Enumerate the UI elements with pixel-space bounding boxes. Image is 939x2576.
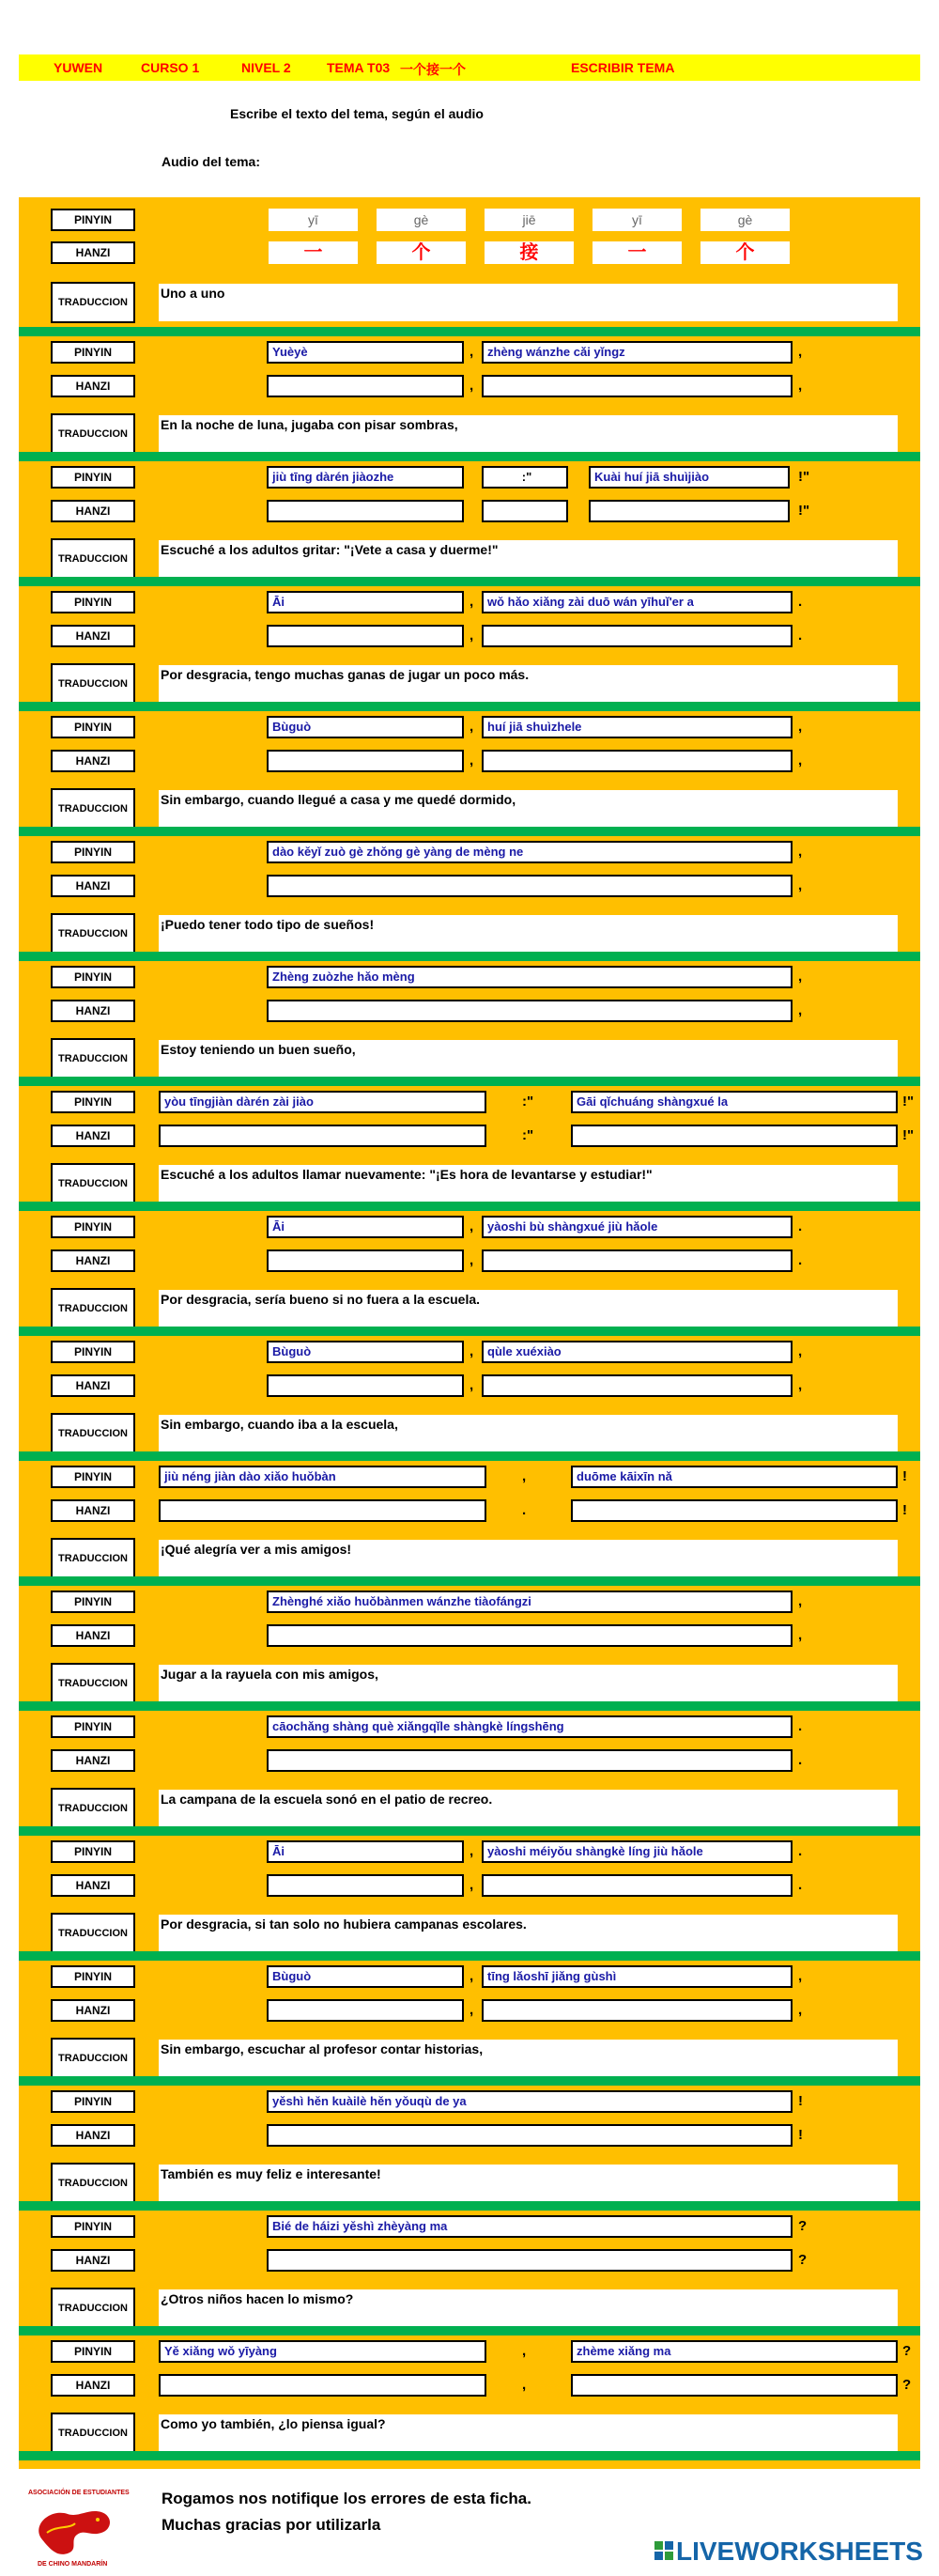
end-punctuation: !" bbox=[798, 503, 810, 519]
traduccion-label: TRADUCCION bbox=[51, 538, 135, 580]
translation-text: ¿Otros niños hacen lo mismo? bbox=[159, 2289, 898, 2327]
pinyin-answer-field[interactable]: cāochǎng shàng què xiǎngqǐle shàngkè língshēng bbox=[267, 1715, 793, 1738]
pinyin-label: PINYIN bbox=[51, 341, 135, 364]
traduccion-label: TRADUCCION bbox=[51, 1288, 135, 1329]
pinyin-answer-field[interactable]: Bùguò bbox=[267, 1965, 464, 1988]
pinyin-answer-field[interactable]: qùle xuéxiào bbox=[482, 1341, 793, 1363]
worksheet-area bbox=[19, 197, 920, 2469]
header-mode: ESCRIBIR TEMA bbox=[571, 60, 675, 75]
pinyin-label: PINYIN bbox=[51, 591, 135, 613]
hanzi-label: HANZI bbox=[51, 1125, 135, 1147]
instructions-text: Escribe el texto del tema, según el audio bbox=[230, 106, 484, 121]
middle-punctuation: , bbox=[522, 1468, 527, 1484]
separator-band bbox=[19, 2076, 920, 2086]
middle-punctuation: , bbox=[470, 628, 474, 644]
title-hanzi-character: 一 bbox=[269, 241, 358, 264]
title-pinyin-syllable: gè bbox=[377, 209, 466, 231]
separator-band bbox=[19, 452, 920, 461]
separator-band bbox=[19, 1077, 920, 1086]
hanzi-label: HANZI bbox=[51, 2249, 135, 2272]
end-punctuation: , bbox=[798, 969, 803, 985]
hanzi-answer-field[interactable] bbox=[267, 2124, 793, 2147]
end-punctuation: , bbox=[798, 1343, 803, 1359]
hanzi-answer-field[interactable] bbox=[267, 1624, 793, 1647]
pinyin-answer-field[interactable]: Bùguò bbox=[267, 1341, 464, 1363]
end-punctuation: , bbox=[798, 1968, 803, 1984]
traduccion-label: TRADUCCION bbox=[51, 1788, 135, 1829]
middle-punctuation: , bbox=[470, 1877, 474, 1893]
translation-text: Sin embargo, escuchar al profesor contar historias, bbox=[159, 2040, 898, 2077]
pinyin-answer-field[interactable]: Bié de háizi yěshì zhèyàng ma bbox=[267, 2215, 793, 2238]
middle-punctuation: :" bbox=[522, 1127, 534, 1143]
translation-text: Jugar a la rayuela con mis amigos, bbox=[159, 1665, 898, 1702]
header-yuwen: YUWEN bbox=[54, 60, 103, 75]
pinyin-label: PINYIN bbox=[51, 1091, 135, 1113]
footer-thanks: Muchas gracias por utilizarla bbox=[162, 2516, 381, 2534]
title-hanzi-character: 个 bbox=[377, 241, 466, 264]
pinyin-label: PINYIN bbox=[51, 1341, 135, 1363]
pinyin-punctuation-field[interactable]: :" bbox=[482, 466, 568, 489]
hanzi-answer-field[interactable] bbox=[267, 1999, 464, 2022]
hanzi-answer-field[interactable] bbox=[267, 1374, 464, 1397]
translation-text: Sin embargo, cuando iba a la escuela, bbox=[159, 1415, 898, 1452]
hanzi-answer-field[interactable] bbox=[571, 1125, 898, 1147]
title-pinyin-syllable: jiē bbox=[485, 209, 574, 231]
traduccion-label: TRADUCCION bbox=[51, 1413, 135, 1454]
pinyin-answer-field[interactable]: wǒ hǎo xiǎng zài duō wán yīhuǐ'er a bbox=[482, 591, 793, 613]
hanzi-answer-field[interactable] bbox=[267, 1874, 464, 1897]
translation-text: ¡Puedo tener todo tipo de sueños! bbox=[159, 915, 898, 953]
pinyin-answer-field[interactable]: duōme kāixīn nǎ bbox=[571, 1466, 898, 1488]
translation-text: Como yo también, ¿lo piensa igual? bbox=[159, 2414, 898, 2452]
middle-punctuation: , bbox=[522, 2377, 527, 2393]
hanzi-answer-field[interactable] bbox=[267, 875, 793, 897]
translation-text: Estoy teniendo un buen sueño, bbox=[159, 1040, 898, 1078]
hanzi-label: HANZI bbox=[51, 1000, 135, 1022]
hanzi-answer-field[interactable] bbox=[482, 750, 793, 772]
pinyin-answer-field[interactable]: Zhènghé xiǎo huǒbànmen wánzhe tiàofángzi bbox=[267, 1591, 793, 1613]
hanzi-label: HANZI bbox=[51, 625, 135, 647]
pinyin-answer-field[interactable]: Gāi qǐchuáng shàngxué la bbox=[571, 1091, 898, 1113]
end-punctuation: !" bbox=[798, 469, 810, 485]
header-tema: TEMA T03 bbox=[327, 60, 391, 75]
pinyin-answer-field[interactable]: yòu tīngjiàn dàrén zài jiào bbox=[159, 1091, 486, 1113]
end-punctuation: . bbox=[798, 594, 803, 610]
traduccion-label: TRADUCCION bbox=[51, 663, 135, 705]
middle-punctuation: , bbox=[470, 1343, 474, 1359]
pinyin-answer-field[interactable]: Bùguò bbox=[267, 716, 464, 738]
translation-text: Uno a uno bbox=[159, 284, 898, 321]
translation-text: Escuché a los adultos gritar: "¡Vete a casa y duerme!" bbox=[159, 540, 898, 578]
traduccion-label: TRADUCCION bbox=[51, 282, 135, 323]
translation-text: Por desgracia, tengo muchas ganas de jugar un poco más. bbox=[159, 665, 898, 703]
hanzi-answer-field[interactable] bbox=[267, 1749, 793, 1772]
hanzi-answer-field[interactable] bbox=[482, 375, 793, 397]
middle-punctuation: , bbox=[470, 1252, 474, 1268]
logo-top-text: ASOCIACIÓN DE ESTUDIANTES bbox=[28, 2490, 130, 2496]
hanzi-punctuation-field[interactable] bbox=[482, 500, 568, 522]
hanzi-answer-field[interactable] bbox=[267, 625, 464, 647]
hanzi-label: HANZI bbox=[51, 2374, 135, 2397]
translation-text: Por desgracia, si tan solo no hubiera campanas escolares. bbox=[159, 1915, 898, 1952]
separator-band bbox=[19, 327, 920, 336]
hanzi-label: HANZI bbox=[51, 375, 135, 397]
pinyin-answer-field[interactable]: dào kěyǐ zuò gè zhǒng gè yàng de mèng ne bbox=[267, 841, 793, 863]
traduccion-label: TRADUCCION bbox=[51, 2038, 135, 2079]
traduccion-label: TRADUCCION bbox=[51, 788, 135, 830]
separator-band bbox=[19, 2201, 920, 2211]
traduccion-label: TRADUCCION bbox=[51, 1538, 135, 1579]
pinyin-answer-field[interactable]: zhèng wánzhe cǎi yǐngz bbox=[482, 341, 793, 364]
hanzi-label: HANZI bbox=[51, 241, 135, 264]
pinyin-answer-field[interactable]: jiù néng jiàn dào xiǎo huǒbàn bbox=[159, 1466, 486, 1488]
end-punctuation: , bbox=[798, 378, 803, 394]
translation-text: También es muy feliz e interesante! bbox=[159, 2165, 898, 2202]
translation-text: Escuché a los adultos llamar nuevamente: "¡Es hora de levantarse y estudiar!" bbox=[159, 1165, 898, 1203]
hanzi-answer-field[interactable] bbox=[267, 750, 464, 772]
end-punctuation: ? bbox=[902, 2377, 912, 2393]
pinyin-label: PINYIN bbox=[51, 966, 135, 988]
end-punctuation: , bbox=[798, 344, 803, 360]
pinyin-label: PINYIN bbox=[51, 2090, 135, 2113]
audio-label: Audio del tema: bbox=[162, 154, 261, 169]
middle-punctuation: , bbox=[470, 719, 474, 735]
hanzi-answer-field[interactable] bbox=[589, 500, 790, 522]
translation-text: La campana de la escuela sonó en el patio de recreo. bbox=[159, 1790, 898, 1827]
end-punctuation: , bbox=[798, 1627, 803, 1643]
end-punctuation: , bbox=[798, 719, 803, 735]
pinyin-label: PINYIN bbox=[51, 1840, 135, 1863]
title-pinyin-syllable: yī bbox=[269, 209, 358, 231]
title-pinyin-syllable: yī bbox=[593, 209, 682, 231]
pinyin-answer-field[interactable]: Āi bbox=[267, 1840, 464, 1863]
traduccion-label: TRADUCCION bbox=[51, 413, 135, 455]
end-punctuation: . bbox=[798, 1752, 803, 1768]
separator-band bbox=[19, 827, 920, 836]
pinyin-label: PINYIN bbox=[51, 1591, 135, 1613]
hanzi-answer-field[interactable] bbox=[267, 500, 464, 522]
translation-text: Sin embargo, cuando llegué a casa y me quedé dormido, bbox=[159, 790, 898, 828]
separator-band bbox=[19, 2326, 920, 2335]
hanzi-answer-field[interactable] bbox=[482, 1999, 793, 2022]
end-punctuation: . bbox=[798, 628, 803, 644]
pinyin-label: PINYIN bbox=[51, 716, 135, 738]
end-punctuation: . bbox=[798, 1877, 803, 1893]
separator-band bbox=[19, 1202, 920, 1211]
hanzi-answer-field[interactable] bbox=[267, 375, 464, 397]
traduccion-label: TRADUCCION bbox=[51, 2288, 135, 2329]
header-tema-title: 一个接一个 bbox=[400, 62, 466, 77]
header-nivel: NIVEL 2 bbox=[241, 60, 291, 75]
separator-band bbox=[19, 1701, 920, 1711]
traduccion-label: TRADUCCION bbox=[51, 2413, 135, 2454]
traduccion-label: TRADUCCION bbox=[51, 2163, 135, 2204]
title-hanzi-character: 一 bbox=[593, 241, 682, 264]
pinyin-label: PINYIN bbox=[51, 1715, 135, 1738]
pinyin-answer-field[interactable]: jiù tīng dàrén jiàozhe bbox=[267, 466, 464, 489]
translation-text: En la noche de luna, jugaba con pisar sombras, bbox=[159, 415, 898, 453]
end-punctuation: , bbox=[798, 844, 803, 860]
end-punctuation: ! bbox=[902, 1468, 907, 1484]
pinyin-label: PINYIN bbox=[51, 1466, 135, 1488]
end-punctuation: ! bbox=[902, 1502, 907, 1518]
hanzi-label: HANZI bbox=[51, 875, 135, 897]
end-punctuation: , bbox=[798, 877, 803, 893]
pinyin-answer-field[interactable]: Kuài huí jiā shuìjiào bbox=[589, 466, 790, 489]
hanzi-answer-field[interactable] bbox=[267, 1000, 793, 1022]
hanzi-label: HANZI bbox=[51, 500, 135, 522]
traduccion-label: TRADUCCION bbox=[51, 1038, 135, 1079]
pinyin-answer-field[interactable]: Yuèyè bbox=[267, 341, 464, 364]
end-punctuation: ! bbox=[798, 2127, 803, 2143]
middle-punctuation: , bbox=[470, 753, 474, 768]
hanzi-answer-field[interactable] bbox=[571, 2374, 898, 2397]
hanzi-answer-field[interactable] bbox=[482, 1249, 793, 1272]
middle-punctuation: , bbox=[470, 1968, 474, 1984]
title-hanzi-character: 个 bbox=[700, 241, 790, 264]
hanzi-label: HANZI bbox=[51, 1624, 135, 1647]
separator-band bbox=[19, 702, 920, 711]
dragon-logo-icon bbox=[23, 2491, 120, 2563]
separator-band bbox=[19, 1327, 920, 1336]
pinyin-answer-field[interactable]: yěshì hěn kuàilè hěn yǒuqù de ya bbox=[267, 2090, 793, 2113]
hanzi-answer-field[interactable] bbox=[159, 1125, 486, 1147]
pinyin-label: PINYIN bbox=[51, 1216, 135, 1238]
header-bar bbox=[19, 54, 920, 81]
end-punctuation: , bbox=[798, 1593, 803, 1609]
end-punctuation: ? bbox=[798, 2252, 808, 2268]
hanzi-label: HANZI bbox=[51, 1749, 135, 1772]
end-punctuation: . bbox=[798, 1252, 803, 1268]
pinyin-answer-field[interactable]: Zhèng zuòzhe hǎo mèng bbox=[267, 966, 793, 988]
traduccion-label: TRADUCCION bbox=[51, 1913, 135, 1954]
hanzi-label: HANZI bbox=[51, 1499, 135, 1522]
hanzi-answer-field[interactable] bbox=[482, 1874, 793, 1897]
hanzi-label: HANZI bbox=[51, 1374, 135, 1397]
translation-text: ¡Qué alegría ver a mis amigos! bbox=[159, 1540, 898, 1577]
liveworksheets-brand[interactable]: LIVEWORKSHEETS bbox=[676, 2537, 923, 2566]
hanzi-label: HANZI bbox=[51, 2124, 135, 2147]
separator-band bbox=[19, 1576, 920, 1586]
hanzi-answer-field[interactable] bbox=[159, 1499, 486, 1522]
pinyin-label: PINYIN bbox=[51, 841, 135, 863]
pinyin-answer-field[interactable]: huí jiā shuìzhele bbox=[482, 716, 793, 738]
pinyin-label: PINYIN bbox=[51, 2340, 135, 2363]
middle-punctuation: , bbox=[470, 2002, 474, 2018]
hanzi-label: HANZI bbox=[51, 1249, 135, 1272]
pinyin-answer-field[interactable]: Āi bbox=[267, 1216, 464, 1238]
middle-punctuation: . bbox=[522, 1502, 527, 1518]
hanzi-answer-field[interactable] bbox=[159, 2374, 486, 2397]
hanzi-label: HANZI bbox=[51, 750, 135, 772]
end-punctuation: !" bbox=[902, 1127, 915, 1143]
pinyin-answer-field[interactable]: Yě xiǎng wǒ yīyàng bbox=[159, 2340, 486, 2363]
end-punctuation: !" bbox=[902, 1094, 915, 1110]
hanzi-answer-field[interactable] bbox=[267, 1249, 464, 1272]
middle-punctuation: , bbox=[470, 378, 474, 394]
separator-band bbox=[19, 952, 920, 961]
separator-band bbox=[19, 1951, 920, 1961]
end-punctuation: . bbox=[798, 1843, 803, 1859]
footer-notice: Rogamos nos notifique los errores de esta ficha. bbox=[162, 2490, 531, 2507]
middle-punctuation: , bbox=[470, 1843, 474, 1859]
pinyin-answer-field[interactable]: yàoshi bù shàngxué jiù hǎole bbox=[482, 1216, 793, 1238]
pinyin-answer-field[interactable]: Āi bbox=[267, 591, 464, 613]
header-curso: CURSO 1 bbox=[141, 60, 200, 75]
hanzi-answer-field[interactable] bbox=[267, 2249, 793, 2272]
traduccion-label: TRADUCCION bbox=[51, 1663, 135, 1704]
separator-band bbox=[19, 577, 920, 586]
end-punctuation: , bbox=[798, 753, 803, 768]
end-punctuation: ! bbox=[798, 2093, 803, 2109]
separator-band bbox=[19, 1451, 920, 1461]
end-punctuation: . bbox=[798, 1218, 803, 1234]
middle-punctuation: , bbox=[470, 1377, 474, 1393]
middle-punctuation: , bbox=[470, 594, 474, 610]
hanzi-answer-field[interactable] bbox=[482, 625, 793, 647]
pinyin-answer-field[interactable]: zhème xiǎng ma bbox=[571, 2340, 898, 2363]
middle-punctuation: , bbox=[470, 1218, 474, 1234]
end-punctuation: , bbox=[798, 1002, 803, 1018]
title-pinyin-syllable: gè bbox=[700, 209, 790, 231]
traduccion-label: TRADUCCION bbox=[51, 1163, 135, 1204]
pinyin-answer-field[interactable]: yàoshi méiyǒu shàngkè líng jiù hǎole bbox=[482, 1840, 793, 1863]
logo-bottom-text: DE CHINO MANDARÍN bbox=[38, 2561, 108, 2568]
end-punctuation: ? bbox=[798, 2218, 808, 2234]
middle-punctuation: , bbox=[470, 344, 474, 360]
separator-band bbox=[19, 1826, 920, 1836]
end-punctuation: . bbox=[798, 1718, 803, 1734]
separator-band bbox=[19, 2451, 920, 2460]
pinyin-label: PINYIN bbox=[51, 2215, 135, 2238]
middle-punctuation: :" bbox=[522, 1094, 534, 1110]
middle-punctuation: , bbox=[522, 2343, 527, 2359]
title-hanzi-character: 接 bbox=[485, 241, 574, 264]
pinyin-label: PINYIN bbox=[51, 209, 135, 231]
hanzi-answer-field[interactable] bbox=[482, 1374, 793, 1397]
hanzi-label: HANZI bbox=[51, 1999, 135, 2022]
hanzi-label: HANZI bbox=[51, 1874, 135, 1897]
end-punctuation: ? bbox=[902, 2343, 912, 2359]
traduccion-label: TRADUCCION bbox=[51, 913, 135, 954]
end-punctuation: , bbox=[798, 2002, 803, 2018]
hanzi-answer-field[interactable] bbox=[571, 1499, 898, 1522]
end-punctuation: , bbox=[798, 1377, 803, 1393]
pinyin-label: PINYIN bbox=[51, 1965, 135, 1988]
pinyin-label: PINYIN bbox=[51, 466, 135, 489]
pinyin-answer-field[interactable]: tīng lǎoshī jiǎng gùshì bbox=[482, 1965, 793, 1988]
translation-text: Por desgracia, sería bueno si no fuera a la escuela. bbox=[159, 1290, 898, 1327]
liveworksheets-icon bbox=[654, 2541, 673, 2560]
